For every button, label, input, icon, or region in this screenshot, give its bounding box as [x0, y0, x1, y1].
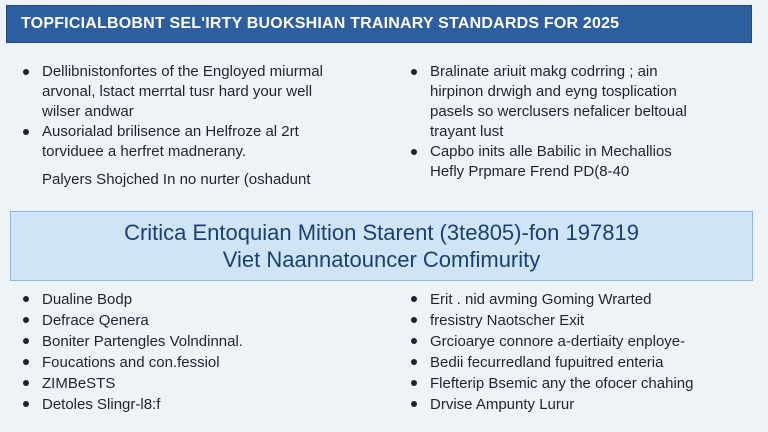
list-item-line: torviduee a herfret madnerany. — [42, 143, 247, 160]
list-item — [20, 122, 380, 162]
list-item-line: arvonal, lstact merrtal tusr hard your well — [42, 83, 313, 100]
list-item-line: Hefly Prpmare Frend PD(8-40 — [430, 163, 630, 180]
list-item-label: Bedii fecurredland fupuitred enteria — [430, 354, 664, 371]
bullet-icon — [23, 401, 29, 407]
bullet-icon — [411, 338, 417, 344]
bullet-icon — [411, 359, 417, 365]
list-item-line: Capbo inits alle Babilic in Mechallios — [430, 143, 672, 160]
list-item — [20, 373, 380, 394]
list-item — [20, 394, 380, 415]
bullet-icon — [23, 359, 29, 365]
list-item-line: pasels so werclusers nefalicer beltoual — [430, 103, 687, 120]
list-item-label: Flefterip Bsemic any the ofocer chahing — [430, 375, 694, 392]
list-item — [408, 289, 758, 310]
list-item — [408, 62, 758, 142]
list-item — [20, 289, 380, 310]
list-item — [408, 310, 758, 331]
page-title: TOPFICIALBOBNT SEL'IRTY BUOKSHIAN TRAINARY STANDARDS FOR 2025 — [21, 15, 620, 32]
list-item — [408, 331, 758, 352]
bullet-icon — [23, 129, 29, 135]
list-item-label: fresistry Naotscher Exit — [430, 312, 585, 329]
list-item-label: Foucations and con.fessiol — [42, 354, 220, 371]
bullet-icon — [411, 380, 417, 386]
bullet-icon — [411, 317, 417, 323]
list-item — [20, 331, 380, 352]
list-item-line: trayant lust — [430, 123, 504, 140]
bullet-icon — [23, 338, 29, 344]
list-item-label: Erit . nid avming Goming Wrarted — [430, 291, 652, 308]
list-item — [408, 394, 758, 415]
bottom-right-bullet-list — [408, 289, 758, 415]
list-item-label: ZIMBeSTS — [42, 375, 116, 392]
bullet-icon — [23, 296, 29, 302]
list-item-label: Boniter Partengles Volndinnal. — [42, 333, 243, 350]
bullet-icon — [411, 401, 417, 407]
top-right-bullet-list — [408, 62, 758, 182]
list-item — [408, 142, 758, 182]
bullet-icon — [411, 149, 417, 155]
bullet-icon — [23, 317, 29, 323]
section-banner — [10, 211, 753, 281]
list-item-label: Detoles Slingr-l8:f — [42, 396, 161, 413]
list-item-line: hirpinon drwigh and eyng tosplication — [430, 83, 677, 100]
bullet-icon — [23, 380, 29, 386]
list-item — [20, 62, 380, 122]
bullet-icon — [411, 296, 417, 302]
list-item-line: Dellibnistonfortes of the Engloyed miurmal — [42, 63, 323, 80]
list-item — [408, 352, 758, 373]
section-title-line1: Critica Entoquian Mition Starent (3te805)-fon 197819 — [124, 220, 639, 245]
list-item — [20, 352, 380, 373]
list-item-label: Grcioarye connore a-dertiaity enploye- — [430, 333, 686, 350]
list-item-line: Bralinate ariuit makg codrring ; ain — [430, 63, 658, 80]
title-banner — [6, 5, 752, 43]
bottom-left-bullet-list — [20, 289, 380, 415]
list-item — [408, 373, 758, 394]
section-title-line2: Viet Naannatouncer Comfimurity — [222, 247, 541, 272]
bullet-icon — [23, 69, 29, 75]
top-left-bullet-list — [20, 62, 380, 162]
list-item-label: Drvise Ampunty Lurur — [430, 396, 575, 413]
list-item-label: Dualine Bodp — [42, 291, 133, 308]
list-item — [20, 310, 380, 331]
trailing-text-line: Palyers Shojched In no nurter (oshadunt — [42, 171, 311, 188]
list-item-line: wilser andwar — [42, 103, 134, 120]
bullet-icon — [411, 69, 417, 75]
list-item-label: Defrace Qenera — [42, 312, 149, 329]
list-item-line: Ausorialad brilisence an Helfroze al 2rt — [42, 123, 299, 140]
